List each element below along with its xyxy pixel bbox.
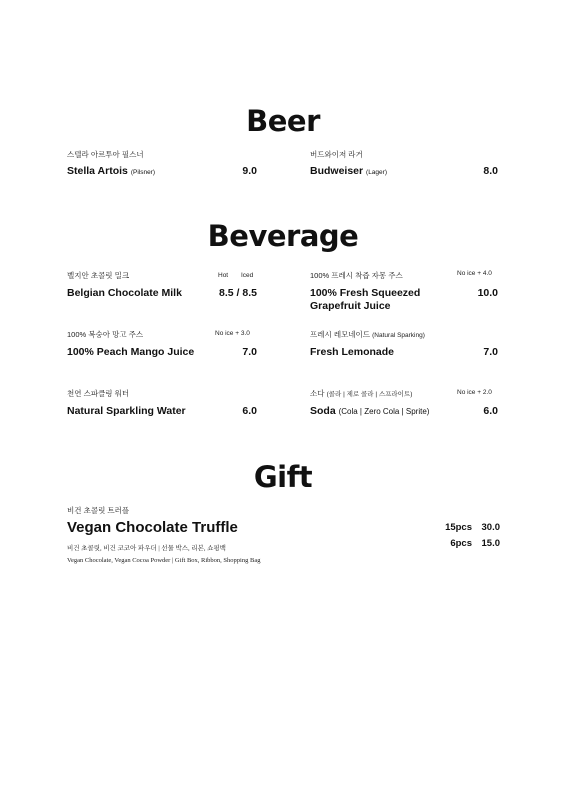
menu-item-option: No ice + 3.0 bbox=[215, 330, 250, 337]
menu-item-korean-text: 프레시 레모네이드 bbox=[310, 330, 371, 339]
menu-item-option-hot: Hot bbox=[218, 272, 229, 279]
menu-item-korean-name: 100% 복숭아 망고 주스 bbox=[67, 330, 144, 339]
gift-price: 30.0 bbox=[481, 522, 500, 533]
menu-item-name-text: Soda bbox=[310, 405, 336, 417]
menu-item-korean-name: 벨지안 초콜릿 밀크 bbox=[67, 271, 130, 280]
menu-item-korean-note: (Natural Sparking) bbox=[372, 332, 425, 339]
beverage-section-title: Beverage bbox=[207, 219, 359, 253]
menu-item-name bbox=[67, 165, 155, 179]
menu-item-name bbox=[310, 405, 429, 418]
menu-item-name: Fresh Lemonade bbox=[310, 346, 395, 358]
menu-item-korean-name: 스텔라 아르투아 필스너 bbox=[67, 150, 144, 159]
gift-name: Vegan Chocolate Truffle bbox=[67, 519, 238, 536]
menu-item-price: 7.0 bbox=[242, 346, 257, 358]
menu-item-korean-note: (콜라 | 제로 콜라 | 스프라이트) bbox=[326, 391, 413, 398]
menu-item-price: 9.0 bbox=[242, 165, 257, 177]
menu-item-option: No ice + 2.0 bbox=[457, 389, 492, 396]
menu-item-korean-name bbox=[310, 388, 412, 399]
menu-item-note: (Pilsner) bbox=[130, 169, 156, 176]
menu-item-option-iced: Iced bbox=[241, 272, 254, 279]
menu-item-name-line2: Grapefruit Juice bbox=[310, 300, 391, 312]
menu-item-name-line1: 100% Fresh Squeezed bbox=[310, 287, 421, 299]
menu-item-korean-text: 소다 bbox=[310, 389, 325, 398]
menu-item-name-text: Stella Artois bbox=[67, 165, 128, 177]
gift-quantity: 6pcs bbox=[450, 538, 472, 549]
menu-item-price: 7.0 bbox=[483, 346, 498, 358]
gift-quantity: 15pcs bbox=[445, 522, 472, 533]
menu-item-korean-name: 100% 프레시 착즙 자몽 주스 bbox=[310, 271, 403, 280]
menu-item-korean-name bbox=[310, 329, 425, 340]
menu-item-name-text: Budweiser bbox=[310, 165, 364, 177]
gift-price: 15.0 bbox=[481, 538, 500, 549]
menu-item-price: 8.5 / 8.5 bbox=[219, 287, 257, 299]
menu-item-price: 6.0 bbox=[483, 405, 498, 417]
menu-item-name: Belgian Chocolate Milk bbox=[67, 287, 182, 299]
beer-section-title: Beer bbox=[246, 104, 320, 138]
menu-item-price: 8.0 bbox=[483, 165, 498, 177]
gift-korean-name: 비건 초콜릿 트러플 bbox=[67, 506, 130, 515]
menu-item-name bbox=[310, 287, 420, 313]
menu-item-name bbox=[310, 165, 387, 179]
gift-section-title: Gift bbox=[253, 460, 313, 494]
menu-item-option: No ice + 4.0 bbox=[457, 270, 492, 277]
menu-item-name: Natural Sparkling Water bbox=[67, 405, 186, 417]
gift-description-korean: 비건 초콜릿, 비건 코코아 파우더 | 선물 박스, 리본, 쇼핑백 bbox=[67, 545, 226, 552]
gift-description-english: Vegan Chocolate, Vegan Cocoa Powder | Gift Box, Ribbon, Shopping Bag bbox=[67, 557, 261, 564]
menu-item-price: 10.0 bbox=[477, 287, 498, 299]
menu-item-price: 6.0 bbox=[242, 405, 257, 417]
menu-item-korean-name: 버드와이저 라거 bbox=[310, 150, 363, 159]
menu-item-korean-name: 천연 스파클링 워터 bbox=[67, 389, 130, 398]
menu-item-note: (Lager) bbox=[366, 169, 387, 176]
menu-item-note: (Cola | Zero Cola | Sprite) bbox=[338, 407, 430, 416]
menu-item-name: 100% Peach Mango Juice bbox=[67, 346, 195, 358]
